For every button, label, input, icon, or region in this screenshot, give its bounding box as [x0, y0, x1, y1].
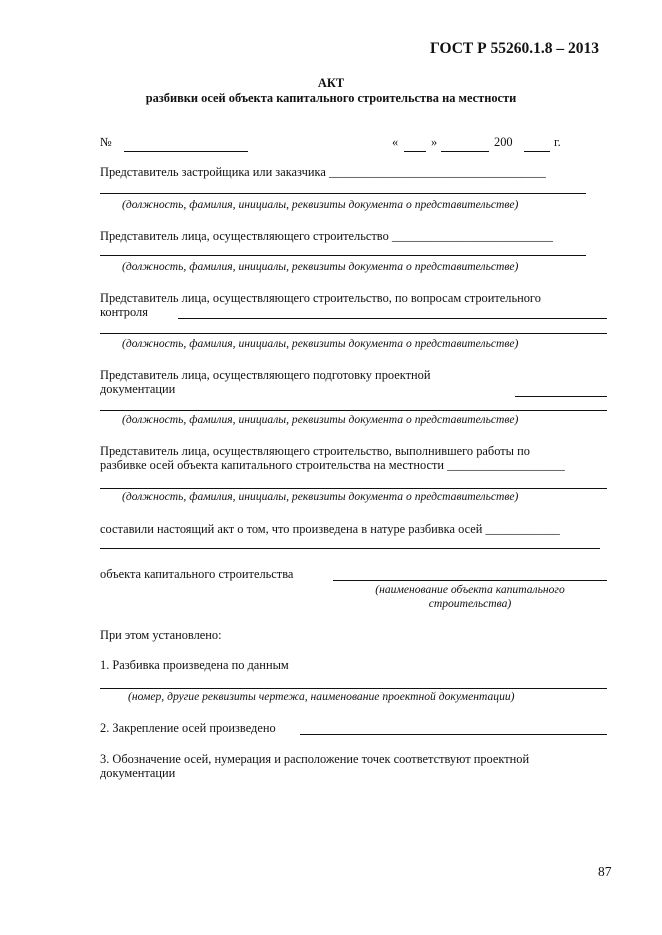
quote-open: «: [392, 135, 399, 149]
rep-builder-line[interactable]: [100, 255, 586, 256]
rep-builder-label: [100, 229, 553, 244]
rep-builder-text: Представитель лица, осуществляющего строительство: [100, 229, 389, 243]
day-field[interactable]: [404, 151, 426, 152]
year-field[interactable]: [524, 151, 550, 152]
rep-design-line2: документации: [100, 382, 176, 396]
item-2-text: 2. Закрепление осей произведено: [100, 721, 276, 735]
year-suffix: г.: [554, 135, 561, 149]
rep-control-line[interactable]: [100, 333, 607, 334]
quote-close: »: [431, 135, 438, 149]
object-hint-line1: (наименование объекта капитального: [375, 583, 565, 596]
rep-control-line1: Представитель лица, осуществляющего строительство, по вопросам строительного: [100, 291, 541, 305]
established-heading: При этом установлено:: [100, 628, 222, 642]
hint-design: (должность, фамилия, инициалы, реквизиты документа о представительстве): [122, 413, 519, 426]
item-1-field[interactable]: [100, 688, 607, 689]
item-3-line2: документации: [100, 766, 176, 780]
hint-developer: (должность, фамилия, инициалы, реквизиты документа о представительстве): [122, 198, 519, 211]
hint-control: (должность, фамилия, инициалы, реквизиты документа о представительстве): [122, 337, 519, 350]
rep-design-line1: Представитель лица, осуществляющего подготовку проектной: [100, 368, 431, 382]
item-3-line1: 3. Обозначение осей, нумерация и расположение точек соответствуют проектной: [100, 752, 530, 766]
object-hint-line2: строительства): [428, 597, 512, 610]
rep-contractor-line1: Представитель лица, осуществляющего строительство, выполнившего работы по: [100, 444, 530, 458]
item-2-field[interactable]: [300, 734, 607, 735]
hint-contractor: (должность, фамилия, инициалы, реквизиты документа о представительстве): [122, 490, 519, 503]
hint-builder: (должность, фамилия, инициалы, реквизиты документа о представительстве): [122, 260, 519, 273]
rep-developer-label: [100, 165, 546, 180]
act-title: АКТ: [317, 76, 345, 90]
year-prefix: 200: [494, 135, 513, 149]
act-number-field[interactable]: [124, 151, 248, 152]
statement-continuation-line[interactable]: [100, 548, 600, 549]
number-sign: №: [100, 135, 112, 149]
axes-field[interactable]: ____________: [485, 522, 560, 536]
month-field[interactable]: [441, 151, 489, 152]
page-number: 87: [598, 864, 612, 879]
rep-contractor-line2: [100, 458, 565, 473]
item-1-text: 1. Разбивка произведена по данным: [100, 658, 289, 672]
object-name-field[interactable]: [333, 580, 607, 581]
object-label: объекта капитального строительства: [100, 567, 294, 581]
rep-control-field[interactable]: [178, 318, 607, 319]
rep-design-field[interactable]: [515, 396, 607, 397]
item-1-hint: (номер, другие реквизиты чертежа, наименование проектной документации): [128, 690, 515, 703]
statement-text: составили настоящий акт о том, что произведена в натуре разбивка осей: [100, 522, 483, 536]
rep-builder-field[interactable]: __________________________: [391, 229, 553, 243]
rep-contractor-line[interactable]: [100, 488, 607, 489]
rep-developer-text: Представитель застройщика или заказчика: [100, 165, 326, 179]
document-standard-header: ГОСТ Р 55260.1.8 – 2013: [430, 40, 599, 57]
rep-control-line2: контроля: [100, 305, 148, 319]
rep-contractor-field[interactable]: ___________________: [447, 458, 565, 472]
rep-developer-line[interactable]: [100, 193, 586, 194]
rep-contractor-text: разбивке осей объекта капитального строительства на местности: [100, 458, 445, 472]
rep-design-line[interactable]: [100, 410, 607, 411]
act-subtitle: разбивки осей объекта капитального строительства на местности: [145, 91, 517, 105]
statement-line: [100, 522, 560, 537]
rep-developer-field[interactable]: ___________________________________: [328, 165, 546, 179]
